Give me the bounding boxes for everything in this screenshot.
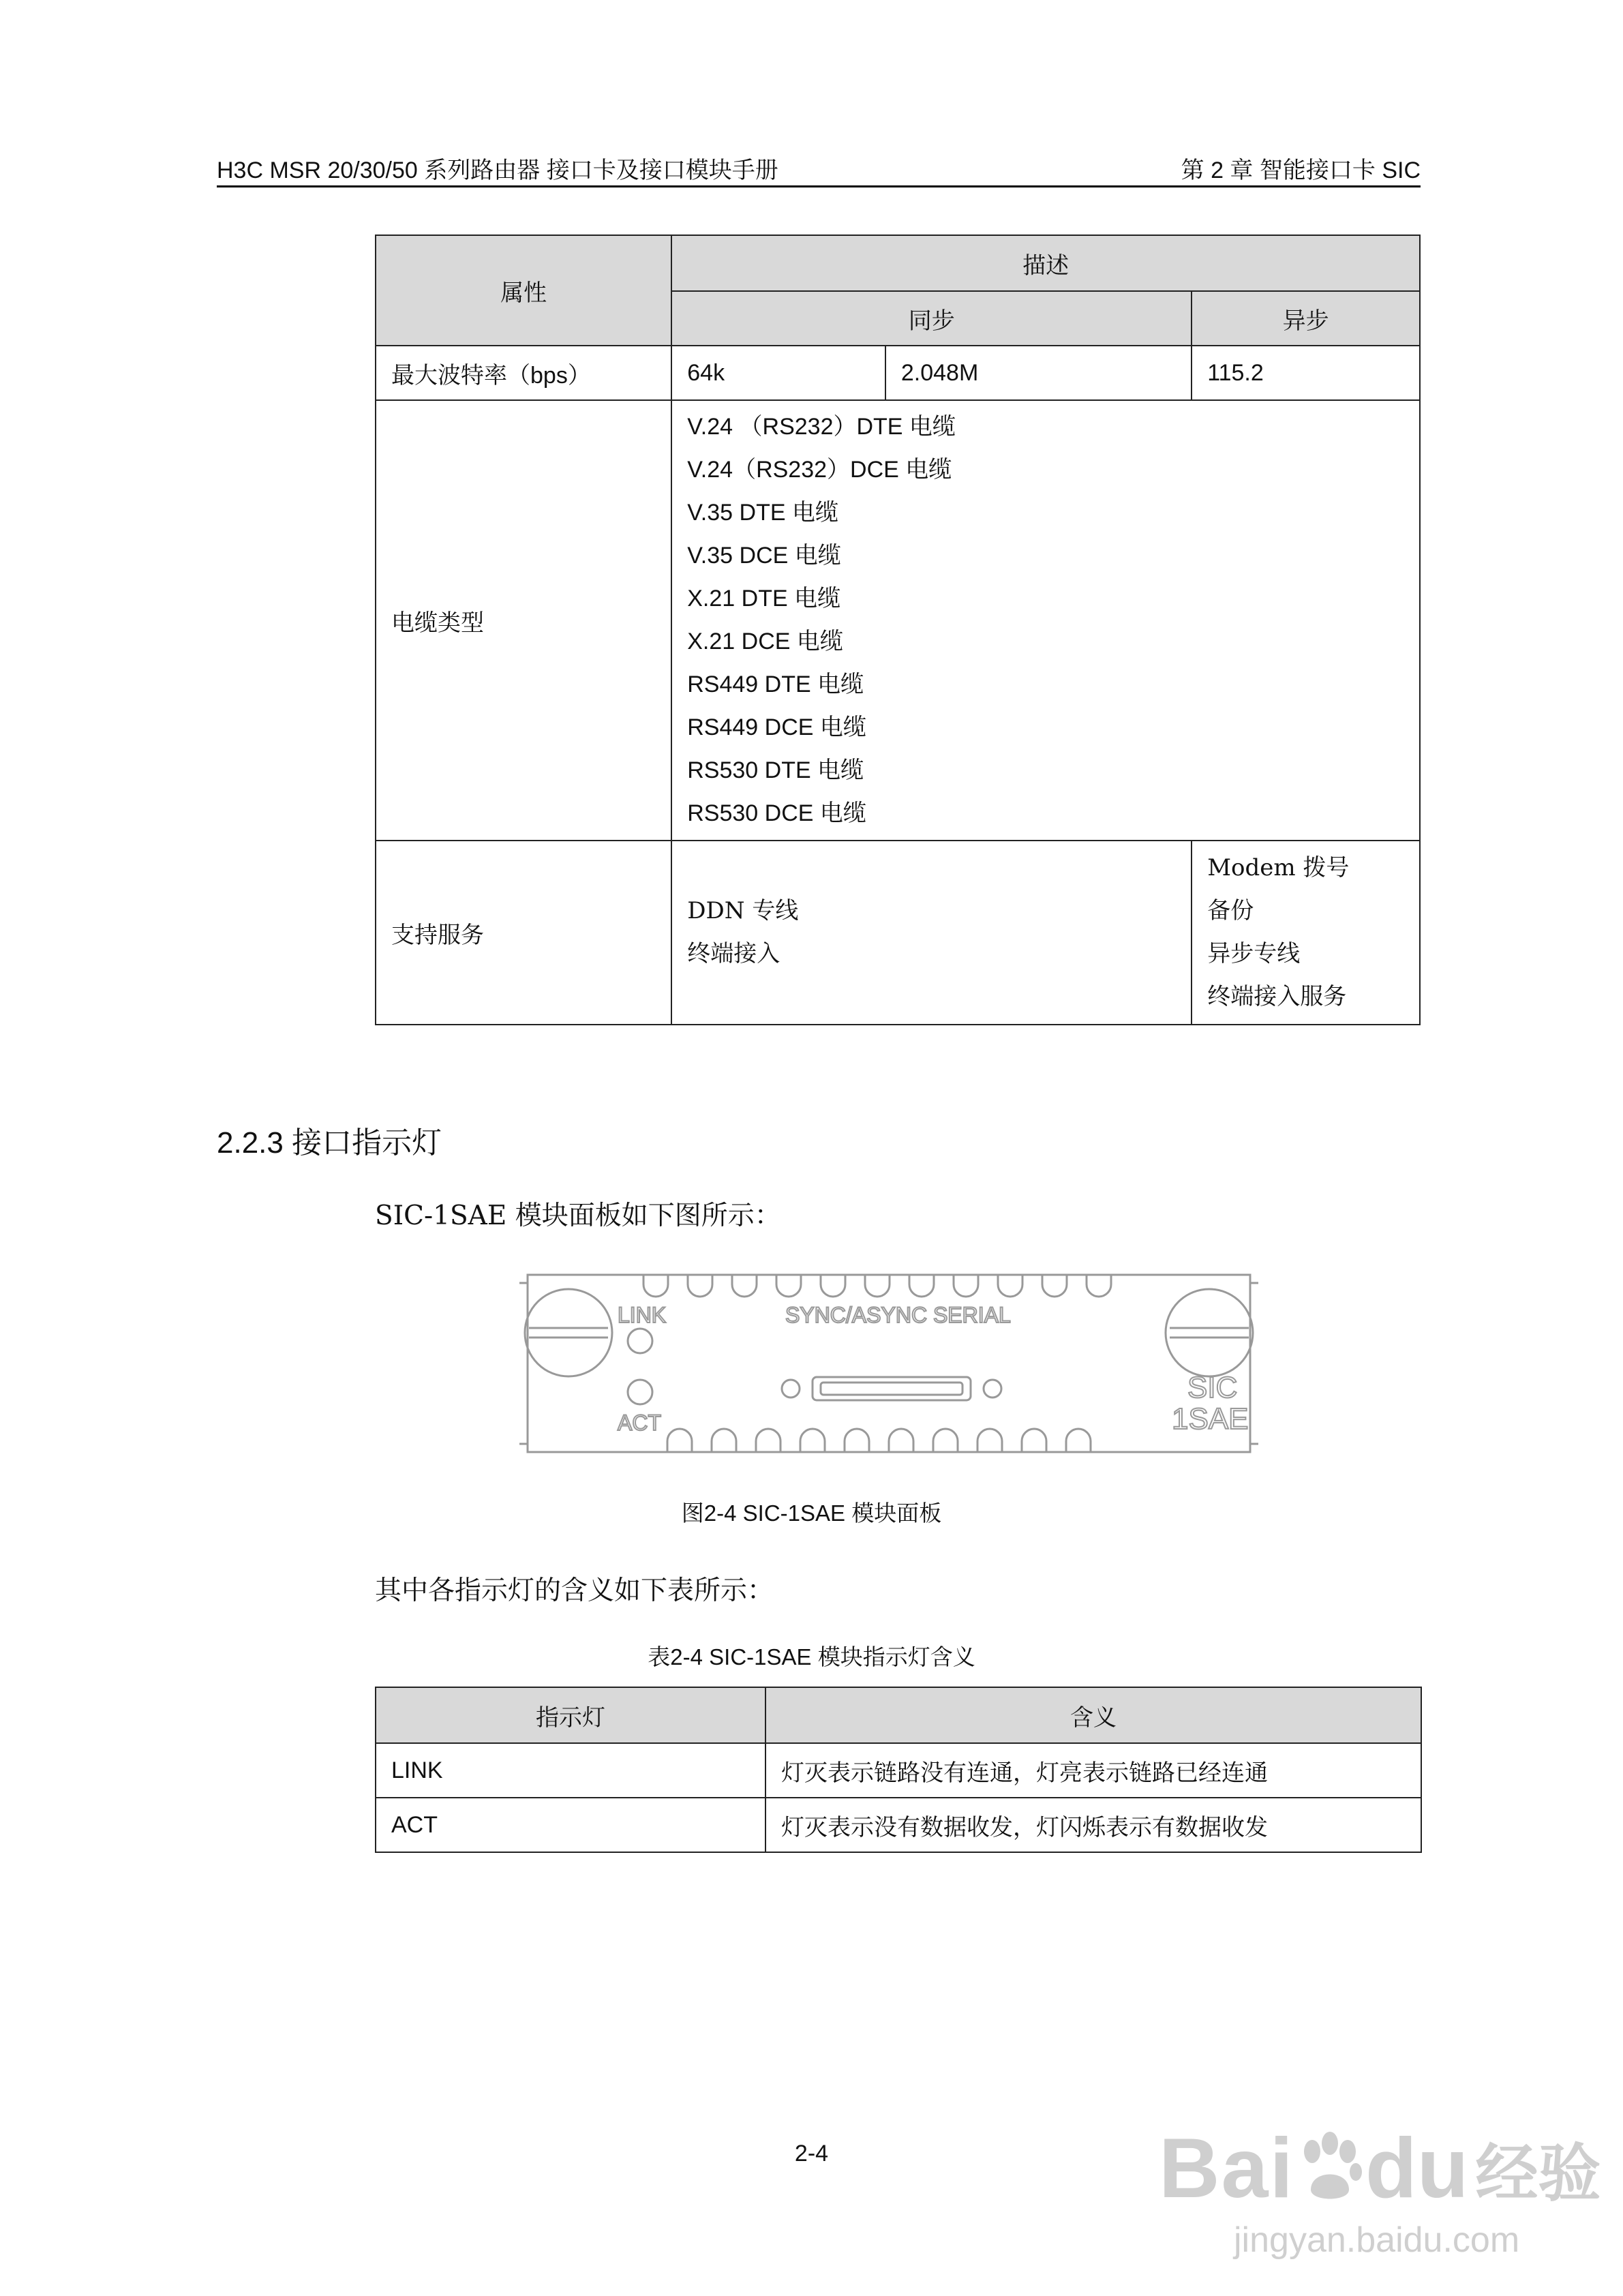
serial-connector-inner (821, 1383, 962, 1395)
list-item: 终端接入 (687, 940, 780, 967)
section-title: 2.2.3 接口指示灯 (217, 1126, 442, 1160)
service-sync (671, 841, 1192, 1025)
service-async (1192, 841, 1420, 1025)
led-name: LINK (376, 1743, 765, 1798)
list-item: 备份 (1207, 897, 1254, 924)
spec-table (375, 235, 1421, 1025)
baud-sync-1: 64k (671, 346, 885, 400)
watermark-product: 经验 (1475, 2139, 1601, 2209)
panel-label-serial: SYNC/ASYNC SERIAL (785, 1303, 1011, 1327)
list-item: RS449 DTE 电缆 (687, 671, 864, 697)
list-item: 异步专线 (1207, 940, 1301, 967)
figure-caption: 图2-4 SIC-1SAE 模块面板 (681, 1500, 942, 1526)
list-item: RS530 DCE 电缆 (687, 800, 866, 826)
intro-led: 其中各指示灯的含义如下表所示： (375, 1575, 774, 1606)
header-left: H3C MSR 20/30/50 系列路由器 接口卡及接口模块手册 (217, 157, 778, 183)
list-item: V.35 DCE 电缆 (687, 543, 841, 569)
serial-connector-icon (813, 1377, 971, 1400)
baud-async: 115.2 (1192, 346, 1420, 400)
right-captive-screw-icon (1166, 1289, 1253, 1376)
col-desc: 描述 (671, 235, 1420, 291)
left-captive-screw-icon (525, 1289, 612, 1376)
intro-panel: SIC-1SAE 模块面板如下图所示： (375, 1200, 781, 1231)
sic-1sae-panel-figure (514, 1268, 1261, 1466)
baud-label: 最大波特率（bps） (376, 346, 671, 400)
link-led-icon (628, 1329, 652, 1353)
page-number: 2-4 (794, 2141, 829, 2166)
left-screw-slot (529, 1328, 608, 1338)
baud-sync-2: 2.048M (885, 346, 1192, 400)
list-item: V.24 （RS232）DTE 电缆 (687, 414, 956, 440)
list-item: DDN 专线 (687, 897, 799, 924)
list-item: V.24（RS232）DCE 电缆 (687, 457, 952, 483)
table-row (376, 1798, 1421, 1852)
col-meaning: 含义 (765, 1687, 1421, 1743)
led-table (375, 1687, 1422, 1853)
header-right: 第 2 章 智能接口卡 SIC (1181, 157, 1421, 183)
watermark-brand-2: du (1365, 2121, 1469, 2216)
table-caption: 表2-4 SIC-1SAE 模块指示灯含义 (648, 1644, 975, 1670)
bottom-vents (667, 1429, 1091, 1452)
col-async: 异步 (1192, 291, 1420, 346)
panel-label-link: LINK (618, 1303, 667, 1327)
col-sync: 同步 (671, 291, 1192, 346)
list-item: RS530 DTE 电缆 (687, 757, 864, 783)
service-label: 支持服务 (376, 841, 671, 1025)
col-attr: 属性 (376, 235, 671, 346)
connector-screw-left (782, 1380, 800, 1398)
col-led: 指示灯 (376, 1687, 765, 1743)
led-meaning: 灯灭表示链路没有连通，灯亮表示链路已经连通 (765, 1743, 1421, 1798)
led-name: ACT (376, 1798, 765, 1852)
paw-icon (1297, 2131, 1363, 2206)
watermark-url: jingyan.baidu.com (1234, 2220, 1520, 2260)
top-vents (643, 1275, 1111, 1297)
header-rule (217, 185, 1421, 187)
list-item: X.21 DTE 电缆 (687, 586, 841, 611)
baidu-watermark (1159, 2120, 1601, 2261)
watermark-brand: Bai (1159, 2121, 1294, 2216)
led-meaning: 灯灭表示没有数据收发，灯闪烁表示有数据收发 (765, 1798, 1421, 1852)
cable-label: 电缆类型 (376, 400, 671, 841)
right-screw-slot (1170, 1328, 1249, 1338)
act-led-icon (628, 1380, 652, 1404)
list-item: X.21 DCE 电缆 (687, 629, 843, 654)
table-row (376, 1743, 1421, 1798)
connector-screw-right (984, 1380, 1001, 1398)
cable-list (671, 400, 1420, 841)
list-item: RS449 DCE 电缆 (687, 714, 866, 740)
panel-label-act: ACT (618, 1410, 661, 1435)
list-item: 终端接入服务 (1207, 983, 1347, 1010)
list-item: V.35 DTE 电缆 (687, 500, 838, 526)
panel-label-model-1: SIC (1187, 1371, 1238, 1404)
list-item: Modem 拨号 (1207, 854, 1350, 881)
panel-label-model-2: 1SAE (1172, 1402, 1249, 1436)
